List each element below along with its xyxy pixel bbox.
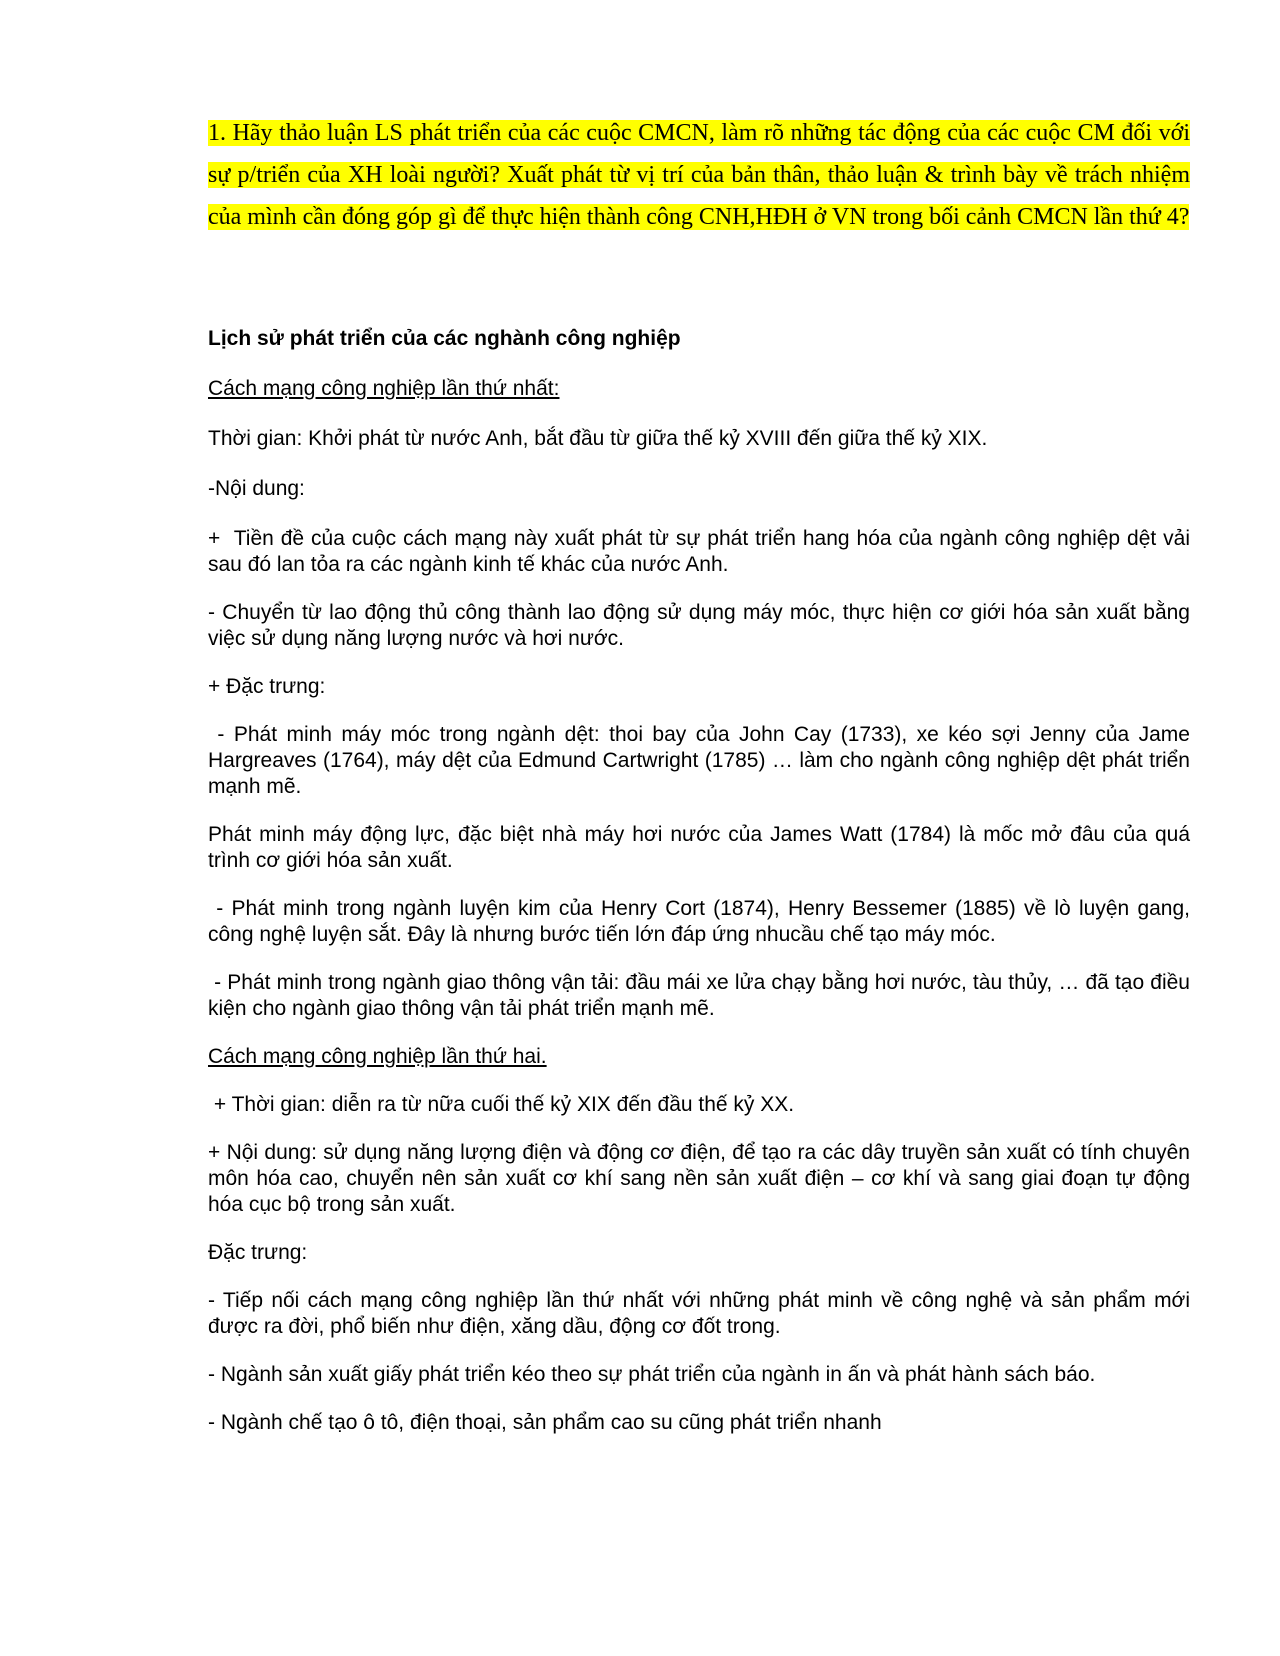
rev1-content-label: -Nội dung: xyxy=(208,477,305,500)
rev1-premise: + Tiền đề của cuộc cách mạng này xuất phát từ sự phát triển hang hóa của ngành công nghiệp dệt vải sau đó lan tỏa ra các ngành kinh tế khác của nước Anh. xyxy=(208,527,1196,576)
question-paragraph xyxy=(208,112,1190,238)
rev1-metallurgy: - Phát minh trong ngành luyện kim của Henry Cort (1874), Henry Bessemer (1885) về lò luyện gang, công nghệ luyện sắt. Đây là nhưng bước tiến lớn đáp ứng nhucầu chế tạo máy móc. xyxy=(208,897,1196,946)
rev2-features-label: Đặc trưng: xyxy=(208,1241,308,1264)
rev2-heading: Cách mạng công nghiệp lần thứ hai. xyxy=(208,1045,547,1068)
rev1-heading: Cách mạng công nghiệp lần thứ nhất: xyxy=(208,377,560,400)
rev1-transport: - Phát minh trong ngành giao thông vận tải: đầu mái xe lửa chạy bằng hơi nước, tàu thủy, … đã tạo điều kiện cho ngành giao thông vận tải phát triển mạnh mẽ. xyxy=(208,971,1196,1020)
rev2-content: + Nội dung: sử dụng năng lượng điện và động cơ điện, để tạo ra các dây truyền sản xuất có tính chuyên môn hóa cao, chuyển nên sản xuất cơ khí sang nền sản xuất điện – cơ khí và sang giai đoạn tự động hóa cục bộ trong sản xuất. xyxy=(208,1141,1190,1216)
section-title: Lịch sử phát triển của các nghành công nghiệp xyxy=(208,327,681,350)
rev1-steam: Phát minh máy động lực, đặc biệt nhà máy hơi nước của James Watt (1784) là mốc mở đâu của quá trình cơ giới hóa sản xuất. xyxy=(208,823,1190,872)
rev2-paper: - Ngành sản xuất giấy phát triển kéo theo sự phát triển của ngành in ấn và phát hành sách báo. xyxy=(208,1363,1096,1386)
rev1-shift: - Chuyển từ lao động thủ công thành lao động sử dụng máy móc, thực hiện cơ giới hóa sản xuất bằng việc sử dụng năng lượng nước và hơi nước. xyxy=(208,601,1190,650)
document-page xyxy=(208,112,1196,1436)
rev1-time: Thời gian: Khởi phát từ nước Anh, bắt đầu từ giữa thế kỷ XVIII đến giữa thế kỷ XIX. xyxy=(208,427,988,450)
rev1-textile: - Phát minh máy móc trong ngành dệt: thoi bay của John Cay (1733), xe kéo sợi Jenny của Jame Hargreaves (1764), máy dệt của Edmund Cartwright (1785) … làm cho ngành công nghiệp dệt phát triển mạnh mẽ. xyxy=(208,723,1196,798)
rev2-time: + Thời gian: diễn ra từ nữa cuối thế kỷ XIX đến đầu thế kỷ XX. xyxy=(208,1093,795,1116)
rev1-features-label: + Đặc trưng: xyxy=(208,675,326,698)
highlighted-question-text: 1. Hãy thảo luận LS phát triển của các cuộc CMCN, làm rõ những tác động của các cuộc CM đối với sự p/triển của XH loài người? Xuất phát từ vị trí của bản thân, thảo luận & trình bày về trách nhiệm của mình cần đóng góp gì để thực hiện thành công CNH,HĐH ở VN trong bối cảnh CMCN lần thứ 4? xyxy=(208,120,1190,230)
rev2-auto: - Ngành chế tạo ô tô, điện thoại, sản phẩm cao su cũng phát triển nhanh xyxy=(208,1411,882,1434)
rev2-continuation: - Tiếp nối cách mạng công nghiệp lần thứ nhất với những phát minh về công nghệ và sản phẩm mới được ra đời, phổ biến như điện, xăng dầu, động cơ đốt trong. xyxy=(208,1289,1190,1338)
